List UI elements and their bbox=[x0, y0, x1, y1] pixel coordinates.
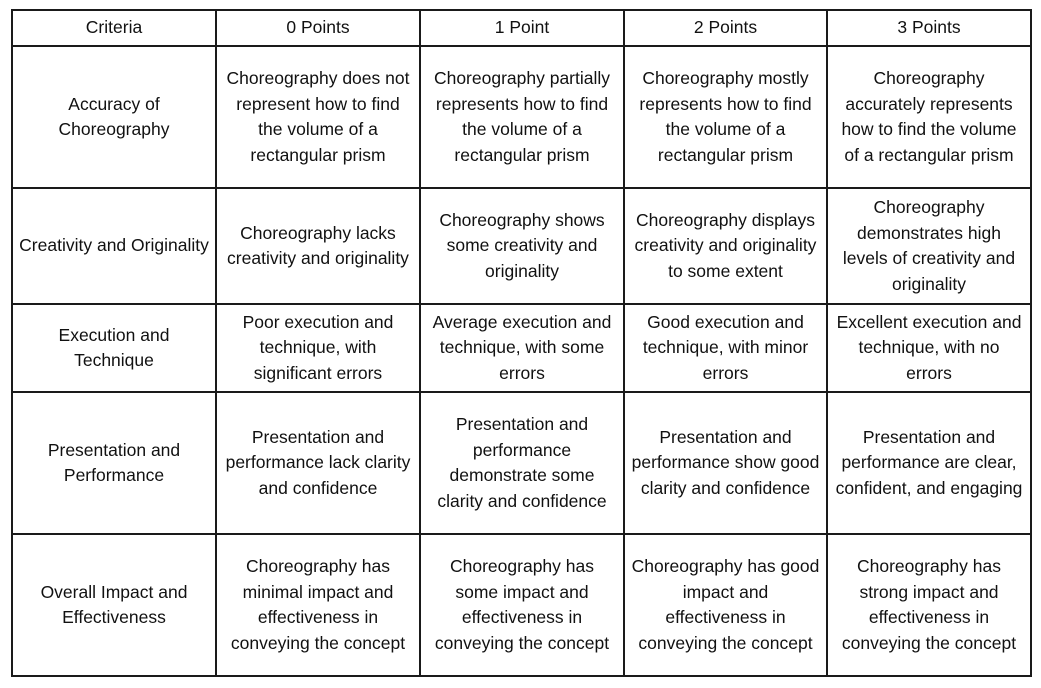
rubric-cell: Choreography lacks creativity and originality bbox=[216, 188, 420, 304]
rubric-cell: Choreography has minimal impact and effectiveness in conveying the concept bbox=[216, 534, 420, 676]
rubric-cell: Choreography has good impact and effectiveness in conveying the concept bbox=[624, 534, 827, 676]
criteria-cell: Creativity and Originality bbox=[12, 188, 216, 304]
table-row bbox=[12, 392, 1031, 534]
criteria-cell: Execution and Technique bbox=[12, 304, 216, 392]
table-row bbox=[12, 46, 1031, 188]
rubric-cell: Choreography displays creativity and originality to some extent bbox=[624, 188, 827, 304]
header-1-point: 1 Point bbox=[420, 10, 624, 46]
rubric-cell: Average execution and technique, with some errors bbox=[420, 304, 624, 392]
header-criteria: Criteria bbox=[12, 10, 216, 46]
rubric-cell: Presentation and performance demonstrate some clarity and confidence bbox=[420, 392, 624, 534]
rubric-cell: Choreography shows some creativity and originality bbox=[420, 188, 624, 304]
rubric-cell: Choreography accurately represents how to find the volume of a rectangular prism bbox=[827, 46, 1031, 188]
rubric-cell: Excellent execution and technique, with no errors bbox=[827, 304, 1031, 392]
header-3-points: 3 Points bbox=[827, 10, 1031, 46]
header-row bbox=[12, 10, 1031, 46]
table-row bbox=[12, 188, 1031, 304]
rubric-cell: Choreography has some impact and effectiveness in conveying the concept bbox=[420, 534, 624, 676]
rubric-cell: Good execution and technique, with minor errors bbox=[624, 304, 827, 392]
table-row bbox=[12, 534, 1031, 676]
rubric-cell: Presentation and performance lack clarity and confidence bbox=[216, 392, 420, 534]
rubric-cell: Choreography has strong impact and effectiveness in conveying the concept bbox=[827, 534, 1031, 676]
rubric-cell: Presentation and performance are clear, confident, and engaging bbox=[827, 392, 1031, 534]
rubric-table bbox=[11, 9, 1032, 677]
criteria-cell: Overall Impact and Effectiveness bbox=[12, 534, 216, 676]
header-2-points: 2 Points bbox=[624, 10, 827, 46]
rubric-cell: Presentation and performance show good clarity and confidence bbox=[624, 392, 827, 534]
rubric-cell: Choreography demonstrates high levels of creativity and originality bbox=[827, 188, 1031, 304]
table-row bbox=[12, 304, 1031, 392]
rubric-cell: Choreography partially represents how to find the volume of a rectangular prism bbox=[420, 46, 624, 188]
rubric-cell: Choreography does not represent how to find the volume of a rectangular prism bbox=[216, 46, 420, 188]
criteria-cell: Accuracy of Choreography bbox=[12, 46, 216, 188]
rubric-cell: Choreography mostly represents how to find the volume of a rectangular prism bbox=[624, 46, 827, 188]
header-0-points: 0 Points bbox=[216, 10, 420, 46]
rubric-cell: Poor execution and technique, with significant errors bbox=[216, 304, 420, 392]
criteria-cell: Presentation and Performance bbox=[12, 392, 216, 534]
